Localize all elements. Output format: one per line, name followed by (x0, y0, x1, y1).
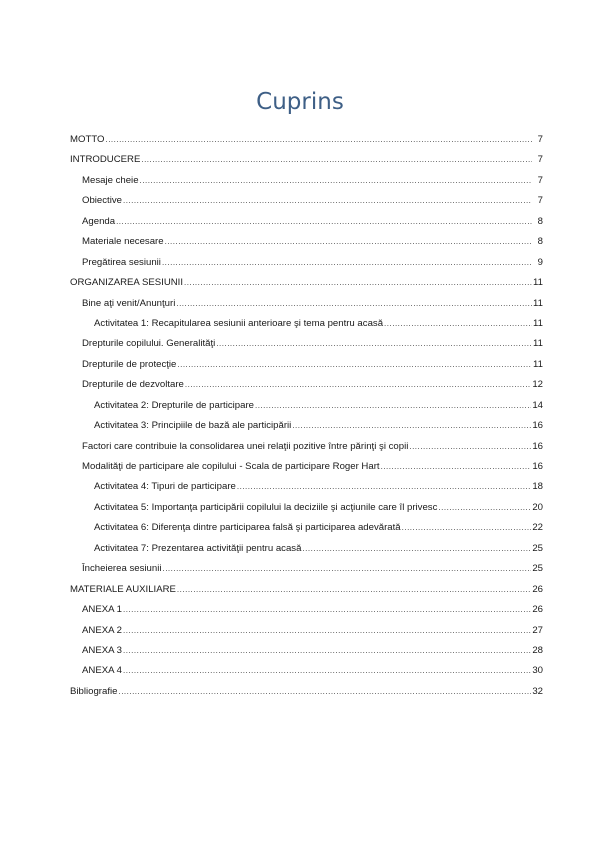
toc-entry-page: 26 (532, 604, 543, 616)
toc-entry-title: Bine aţi venit/Anunţuri (82, 297, 176, 309)
toc-entry-title: MOTTO (70, 134, 105, 145)
toc-entry-title: ANEXA 1 (82, 604, 122, 616)
toc-entry-page: 9 (537, 256, 543, 268)
toc-entry[interactable] (70, 396, 543, 416)
toc-entry-title: Drepturile copilului. Generalităţi (82, 338, 216, 350)
toc-entry-title: Modalităţi de participare ale copilului - Scala de participare Roger Hart (82, 461, 380, 472)
toc-dot-leader (176, 294, 532, 314)
toc-entry[interactable] (70, 580, 543, 600)
toc-entry[interactable] (70, 232, 543, 252)
toc-entry-title: ANEXA 3 (82, 644, 122, 656)
toc-entry-page: 25 (532, 563, 543, 575)
toc-dot-leader (409, 437, 531, 457)
toc-dot-leader (162, 253, 532, 273)
toc-dot-leader (165, 232, 532, 252)
toc-entry-title: Agenda (82, 215, 116, 227)
toc-dot-leader (216, 334, 532, 354)
toc-dot-leader (123, 661, 531, 681)
toc-entry-page: 27 (532, 624, 543, 636)
toc-dot-leader (123, 600, 531, 620)
toc-entry[interactable] (70, 600, 543, 620)
toc-entry-page: 7 (537, 195, 543, 207)
toc-dot-leader (123, 641, 531, 661)
toc-entry-page: 11 (533, 297, 543, 309)
toc-entry-page: 12 (532, 379, 543, 391)
toc-entry[interactable] (70, 539, 543, 559)
toc-entry-page: 8 (537, 236, 543, 248)
toc-dot-leader (123, 191, 532, 211)
toc-dot-leader (141, 150, 532, 170)
toc-entry-title: Drepturile de dezvoltare (82, 379, 184, 391)
toc-entry-title: Mesaje cheie (82, 174, 139, 186)
page-title: Cuprins (256, 89, 344, 115)
toc-entry-title: Bibliografie (70, 685, 118, 697)
toc-entry-title: Activitatea 7: Prezentarea activităţii pentru acasă (94, 542, 302, 554)
toc-entry-page: 16 (532, 440, 543, 452)
toc-dot-leader (302, 539, 531, 559)
toc-entry[interactable] (70, 498, 543, 518)
toc-entry[interactable] (70, 273, 543, 293)
toc-dot-leader (384, 314, 532, 334)
toc-dot-leader (105, 130, 532, 150)
toc-entry[interactable] (70, 150, 543, 170)
toc-entry[interactable] (70, 477, 543, 497)
toc-entry-page: 8 (537, 215, 543, 227)
toc-entry[interactable] (70, 661, 543, 681)
toc-entry-title: Activitatea 2: Drepturile de participare (94, 399, 254, 411)
toc-entry[interactable] (70, 334, 543, 354)
toc-entry-title: Activitatea 6: Diferenţa dintre participarea falsă şi participarea adevărată (94, 522, 401, 534)
toc-entry[interactable] (70, 171, 543, 191)
toc-entry-title: Activitatea 3: Principiile de bază ale participării (94, 420, 292, 432)
toc-entry[interactable] (70, 682, 543, 702)
toc-entry[interactable] (70, 191, 543, 211)
toc-entry-page: 11 (533, 317, 543, 329)
toc-entry-page: 25 (532, 542, 543, 554)
toc-entry-page: 22 (532, 522, 543, 534)
toc-entry[interactable] (70, 559, 543, 579)
toc-entry[interactable] (70, 355, 543, 375)
toc-entry[interactable] (70, 130, 543, 150)
toc-entry-title: Activitatea 5: Importanţa participării copilului la deciziile şi acţiunile care îl privesc (94, 501, 438, 513)
toc-dot-leader (292, 416, 531, 436)
toc-entry-page: 32 (532, 685, 543, 697)
toc-dot-leader (123, 621, 531, 641)
toc-entry-page: 11 (533, 338, 543, 350)
toc-entry-title: Pregătirea sesiunii (82, 256, 161, 268)
toc-entry[interactable] (70, 212, 543, 232)
toc-dot-leader (402, 518, 532, 538)
toc-entry-page: 7 (537, 134, 543, 145)
toc-entry-page: 7 (537, 174, 543, 186)
toc-entry[interactable] (70, 375, 543, 395)
toc-entry-page: 16 (532, 461, 543, 472)
toc-entry-title: Încheierea sesiunii (82, 563, 162, 575)
toc-entry-title: ANEXA 4 (82, 665, 122, 677)
toc-dot-leader (184, 273, 532, 293)
toc-entry[interactable] (70, 294, 543, 314)
toc-dot-leader (185, 375, 531, 395)
toc-entry-page: 20 (532, 501, 543, 513)
toc-entry[interactable] (70, 518, 543, 538)
toc-entry-page: 7 (537, 154, 543, 166)
toc-entry[interactable] (70, 457, 543, 477)
toc-entry-title: ANEXA 2 (82, 624, 122, 636)
toc-entry-title: Materiale necesare (82, 236, 164, 248)
toc-entry-title: Drepturile de protecţie (82, 358, 177, 370)
toc-entry[interactable] (70, 314, 543, 334)
toc-entry-title: ORGANIZAREA SESIUNII (70, 277, 184, 289)
toc-dot-leader (237, 477, 531, 497)
toc-dot-leader (162, 559, 531, 579)
toc-entry-page: 11 (533, 277, 543, 289)
toc-entry-page: 16 (532, 420, 543, 432)
toc-dot-leader (177, 355, 532, 375)
toc-dot-leader (438, 498, 531, 518)
toc-entry[interactable] (70, 416, 543, 436)
toc-entry-title: Activitatea 1: Recapitularea sesiunii anterioare şi tema pentru acasă (94, 317, 384, 329)
table-of-contents (70, 130, 543, 702)
toc-entry[interactable] (70, 641, 543, 661)
toc-dot-leader (177, 580, 531, 600)
toc-entry-page: 11 (533, 358, 543, 370)
toc-entry-page: 26 (532, 583, 543, 595)
toc-entry-page: 30 (532, 665, 543, 677)
toc-entry[interactable] (70, 621, 543, 641)
toc-dot-leader (255, 396, 531, 416)
toc-entry-title: INTRODUCERE (70, 154, 141, 166)
toc-entry[interactable] (70, 253, 543, 273)
toc-entry[interactable] (70, 437, 543, 457)
toc-entry-title: MATERIALE AUXILIARE (70, 583, 176, 595)
toc-dot-leader (116, 212, 532, 232)
toc-entry-page: 18 (532, 481, 543, 493)
toc-dot-leader (118, 682, 531, 702)
toc-dot-leader (381, 457, 532, 477)
toc-entry-page: 28 (532, 644, 543, 656)
toc-entry-title: Factori care contribuie la consolidarea unei relaţii pozitive între părinţi şi copii (82, 440, 409, 452)
toc-dot-leader (140, 171, 532, 191)
toc-entry-title: Activitatea 4: Tipuri de participare (94, 481, 236, 493)
toc-entry-page: 14 (532, 399, 543, 411)
toc-entry-title: Obiective (82, 195, 122, 207)
